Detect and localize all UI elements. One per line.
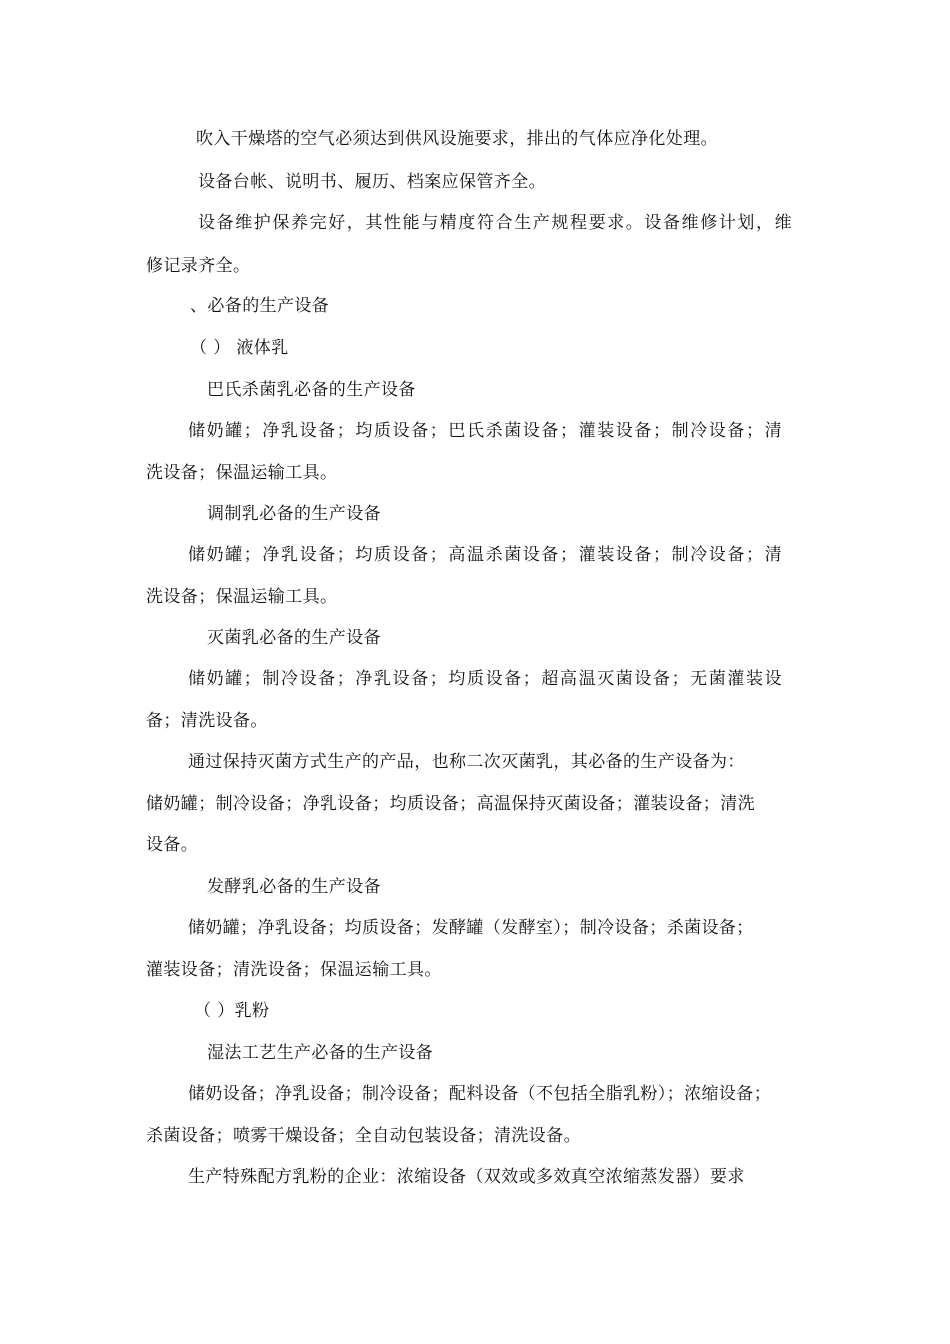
item-heading: 灭菌乳必备的生产设备 [207,628,381,648]
paragraph-line: 灌装设备；清洗设备；保温运输工具。 [146,960,442,980]
paragraph-line: 储奶罐；制冷设备；净乳设备；均质设备；高温保持灭菌设备；灌装设备；清洗 [146,794,755,814]
subsection-heading: （ ）乳粉 [194,1001,270,1021]
section-heading: 、必备的生产设备 [190,296,330,316]
item-heading: 巴氏杀菌乳必备的生产设备 [207,380,416,400]
paragraph-line: 储奶罐；净乳设备；均质设备；巴氏杀菌设备；灌装设备；制冷设备；清 [188,421,784,441]
item-heading: 发酵乳必备的生产设备 [207,877,381,897]
item-heading: 湿法工艺生产必备的生产设备 [207,1043,434,1063]
paragraph-line: 杀菌设备；喷雾干燥设备；全自动包装设备；清洗设备。 [146,1126,581,1146]
paragraph-line: 储奶罐；制冷设备；净乳设备；均质设备；超高温灭菌设备；无菌灌装设 [188,669,784,689]
paragraph-line: 吹入干燥塔的空气必须达到供风设施要求，排出的气体应净化处理。 [196,129,718,149]
paragraph-line: 设备台帐、说明书、履历、档案应保管齐全。 [198,172,546,192]
paragraph-line: 洗设备；保温运输工具。 [146,463,338,483]
paragraph-line: 设备维护保养完好，其性能与精度符合生产规程要求。设备维修计划，维 [198,213,794,233]
paragraph-line: 洗设备；保温运输工具。 [146,587,338,607]
paragraph-line: 储奶罐；净乳设备；均质设备；发酵罐（发酵室）；制冷设备；杀菌设备； [188,918,754,938]
paragraph-line: 生产特殊配方乳粉的企业：浓缩设备（双效或多效真空浓缩蒸发器）要求 [188,1167,745,1187]
paragraph-line: 备；清洗设备。 [146,711,268,731]
item-heading: 调制乳必备的生产设备 [207,504,381,524]
paragraph-line: 储奶罐；净乳设备；均质设备；高温杀菌设备；灌装设备；制冷设备；清 [188,545,784,565]
subsection-heading: （ ） 液体乳 [190,338,289,358]
paragraph-line: 修记录齐全。 [146,256,251,276]
paragraph-line: 通过保持灭菌方式生产的产品，也称二次灭菌乳，其必备的生产设备为： [188,752,745,772]
paragraph-line: 储奶设备；净乳设备；制冷设备；配料设备（不包括全脂乳粉）；浓缩设备； [188,1084,772,1104]
paragraph-line: 设备。 [146,835,199,855]
